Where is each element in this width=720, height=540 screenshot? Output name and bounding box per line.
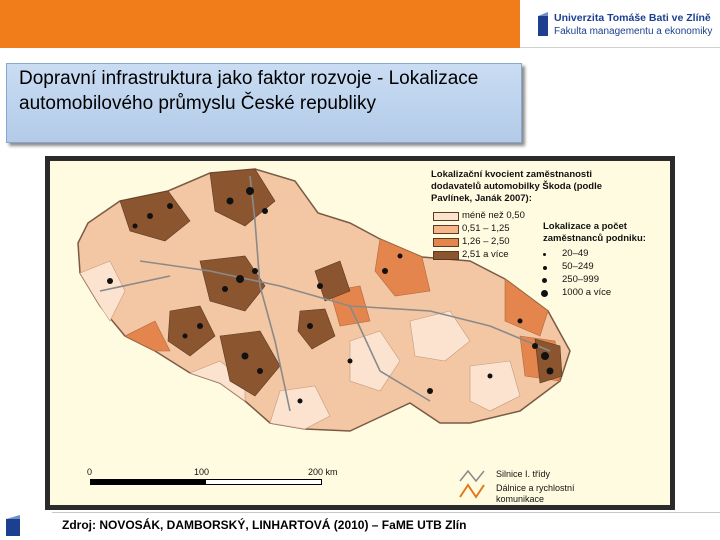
scale-bar-filled: [91, 480, 206, 484]
header-divider: [520, 47, 720, 48]
legend-label-c2: 0,51 – 1,25: [462, 223, 510, 234]
university-logo: [538, 12, 718, 42]
map-scale-bar: [90, 479, 322, 485]
size-dot-s2: [543, 266, 547, 270]
size-label-s1: 20–49: [562, 248, 589, 259]
road-legend-line1: Silnice I. třídy: [496, 469, 551, 479]
map-figure: [45, 156, 675, 510]
slide-title-box: [6, 63, 522, 143]
legend-label-c3: 1,26 – 2,50: [462, 236, 510, 247]
utb-logo-icon: [3, 515, 25, 537]
size-label-s3: 250–999: [562, 274, 599, 285]
map-canvas: [50, 161, 670, 505]
scale-tick-0: 0: [87, 467, 93, 477]
size-dot-s4: [541, 290, 548, 297]
size-dot-s3: [542, 278, 547, 283]
legend-swatch-c1: [433, 212, 459, 221]
size-label-s2: 50–249: [562, 261, 594, 272]
road-legend-icon: [458, 469, 488, 499]
slide-title: Dopravní infrastruktura jako faktor rozvoje - Lokalizace automobilového průmyslu České republiky: [19, 68, 479, 114]
czech-republic-map: [50, 161, 670, 505]
road-legend-line2: Dálnice a rychlostní: [496, 483, 575, 493]
legend-swatch-c4: [433, 251, 459, 260]
header-accent-bar: [0, 0, 520, 48]
university-name: Univerzita Tomáše Bati ve Zlíně: [554, 12, 711, 24]
scale-tick-100: 100: [194, 467, 210, 477]
legend-label-c4: 2,51 a více: [462, 249, 509, 260]
size-dot-s1: [543, 253, 546, 256]
scale-tick-200: 200 km: [308, 467, 338, 477]
footer-divider: [52, 512, 720, 513]
source-caption: Zdroj: NOVOSÁK, DAMBORSKÝ, LINHARTOVÁ (2010) – FaME UTB Zlín: [62, 518, 467, 532]
legend-label-c1: méně než 0,50: [462, 210, 525, 221]
legend-swatch-c3: [433, 238, 459, 247]
legend-title: Lokalizační kvocient zaměstnanosti dodavatelů automobilky Škoda (podle Pavlínek, Janák 2007):: [431, 169, 603, 204]
legend-swatch-c2: [433, 225, 459, 234]
faculty-name: Fakulta managementu a ekonomiky: [554, 26, 713, 37]
road-legend-line3: komunikace: [496, 494, 545, 504]
utb-logo-icon: [538, 12, 550, 36]
size-label-s4: 1000 a více: [562, 287, 612, 298]
size-legend-title: Lokalizace a počet zaměstnanců podniku:: [543, 221, 646, 244]
